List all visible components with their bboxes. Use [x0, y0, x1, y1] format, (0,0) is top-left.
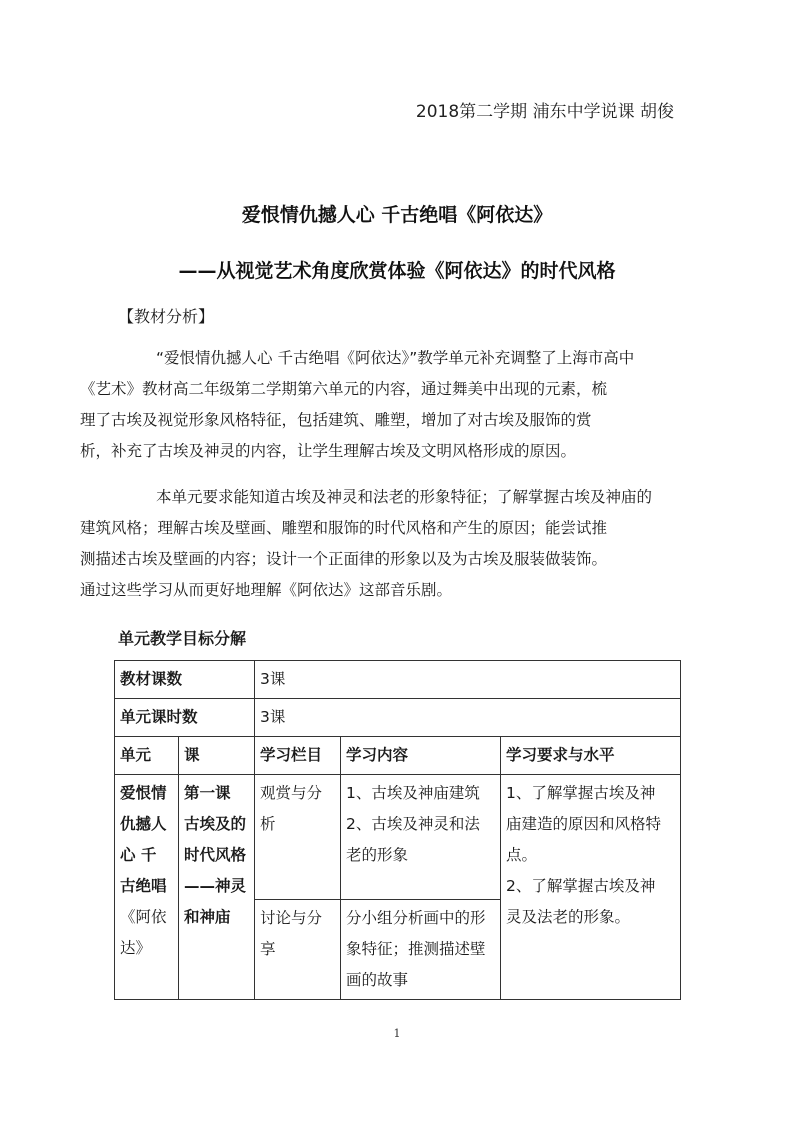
page-header: 2018第二学期 浦东中学说课 胡俊 [415, 102, 674, 122]
section-cell [255, 900, 341, 1000]
content-cell [341, 775, 501, 900]
cell-line: 心 千 [120, 846, 157, 864]
paragraph-line: 理了古埃及视觉形象风格特征，包括建筑、雕塑，增加了对古埃及服饰的赏 [80, 411, 592, 429]
cell-line: 享 [260, 940, 276, 958]
cell-line: 达》 [120, 939, 152, 957]
table-row [115, 699, 681, 737]
section-heading-textbook-analysis: 【教材分析】 [118, 307, 215, 326]
paragraph-1 [80, 343, 676, 467]
lessons-count-value: 3课 [255, 661, 681, 699]
cell-line: 仇撼人 [120, 815, 167, 833]
table-heading: 单元教学目标分解 [118, 629, 247, 648]
table-header-row [115, 737, 681, 775]
section-cell [255, 775, 341, 900]
unit-hours-label: 单元课时数 [115, 699, 255, 737]
paragraph-line: 建筑风格；理解古埃及壁画、雕塑和服饰的时代风格和产生的原因；能尝试推 [80, 519, 608, 537]
paragraph-line: 析，补充了古埃及神灵的内容，让学生理解古埃及文明风格形成的原因。 [80, 442, 577, 460]
cell-line: 2、了解掌握古埃及神 [506, 877, 656, 895]
paragraph-line: 本单元要求能知道古埃及神灵和法老的形象特征；了解掌握古埃及神庙的 [156, 488, 653, 506]
unit-hours-value: 3课 [255, 699, 681, 737]
cell-line: 时代风格 [184, 846, 247, 864]
unit-goals-table [114, 660, 681, 1000]
column-header-lesson: 课 [179, 737, 255, 775]
table-row [115, 661, 681, 699]
cell-line: 点。 [506, 846, 538, 864]
cell-line: 《阿依 [120, 908, 167, 926]
document-subtitle: ——从视觉艺术角度欣赏体验《阿依达》的时代风格 [178, 260, 616, 282]
cell-line: 2、古埃及神灵和法 [346, 815, 480, 833]
cell-line: 老的形象 [346, 846, 409, 864]
unit-name-cell [115, 775, 179, 1000]
cell-line: 分小组分析画中的形 [346, 909, 486, 927]
cell-line: 爱恨情 [120, 784, 167, 802]
cell-line: 画的故事 [346, 971, 409, 989]
content-cell [341, 900, 501, 1000]
column-header-section: 学习栏目 [255, 737, 341, 775]
paragraph-line: “爱恨情仇撼人心 千古绝唱《阿依达》”教学单元补充调整了上海市高中 [156, 349, 635, 367]
cell-line: 讨论与分 [260, 909, 323, 927]
cell-line: 象特征；推测描述壁 [346, 940, 486, 958]
document-title: 爱恨情仇撼人心 千古绝唱《阿依达》 [241, 204, 553, 226]
lessons-count-label: 教材课数 [115, 661, 255, 699]
paragraph-2 [80, 482, 676, 606]
page-number: 1 [393, 1027, 401, 1040]
paragraph-line: 《艺术》教材高二年级第二学期第六单元的内容，通过舞美中出现的元素，梳 [80, 380, 608, 398]
paragraph-line: 测描述古埃及壁画的内容；设计一个正面律的形象以及为古埃及服装做装饰。 [80, 550, 608, 568]
column-header-unit: 单元 [115, 737, 179, 775]
table-row [115, 775, 681, 900]
requirements-cell [501, 775, 681, 1000]
column-header-content: 学习内容 [341, 737, 501, 775]
paragraph-line: 通过这些学习从而更好地理解《阿依达》这部音乐剧。 [80, 581, 453, 599]
cell-line: 灵及法老的形象。 [506, 908, 631, 926]
cell-line: 古绝唱 [120, 877, 167, 895]
lesson-name-cell [179, 775, 255, 1000]
column-header-requirements: 学习要求与水平 [501, 737, 681, 775]
cell-line: 庙建造的原因和风格特 [506, 815, 662, 833]
cell-line: 1、了解掌握古埃及神 [506, 784, 656, 802]
cell-line: 析 [260, 815, 276, 833]
cell-line: 和神庙 [184, 908, 231, 926]
cell-line: 1、古埃及神庙建筑 [346, 784, 480, 802]
cell-line: 第一课 [184, 784, 231, 802]
cell-line: ——神灵 [184, 877, 247, 895]
cell-line: 观赏与分 [260, 784, 323, 802]
cell-line: 古埃及的 [184, 815, 247, 833]
